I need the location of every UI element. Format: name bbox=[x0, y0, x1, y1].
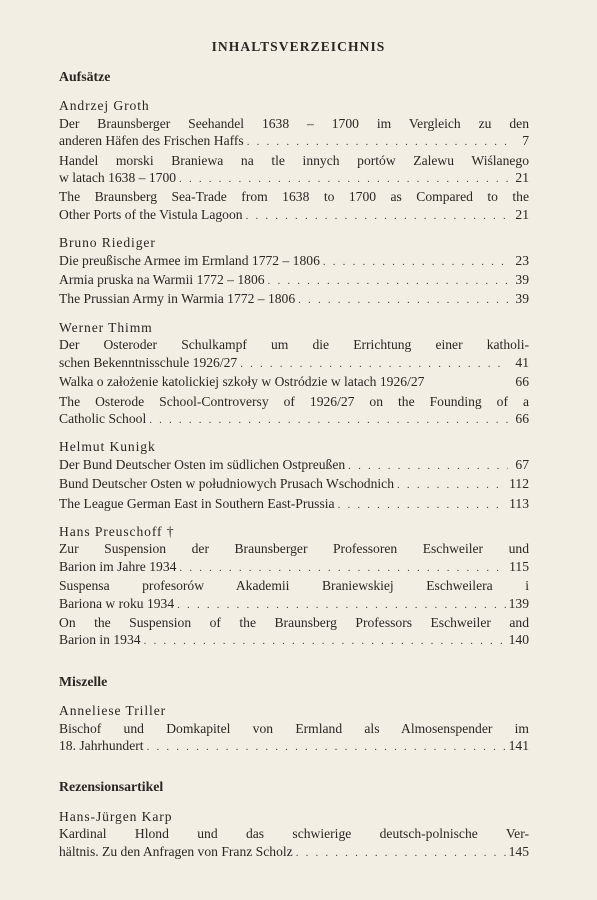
entry-title-line: The Osterode School-Controversy of 1926/27 on the Founding of a bbox=[59, 393, 529, 409]
entry-title-line: anderen Häfen des Frischen Haffs bbox=[59, 133, 244, 149]
entry-last-line bbox=[59, 737, 529, 756]
page-number: 141 bbox=[508, 738, 529, 753]
page-title: INHALTSVERZEICHNIS bbox=[211, 39, 386, 54]
entry-last-line bbox=[59, 206, 529, 225]
entry-last-line bbox=[59, 252, 529, 271]
section-heading: Miszelle bbox=[59, 673, 108, 689]
entry-title-line: hältnis. Zu den Anfragen von Franz Scholz bbox=[59, 843, 293, 859]
entry-last-line bbox=[59, 290, 529, 309]
toc-entry bbox=[59, 115, 529, 152]
author-group bbox=[59, 438, 529, 514]
author-name: Werner Thimm bbox=[59, 319, 153, 335]
entry-title-line: 18. Jahrhundert bbox=[59, 738, 144, 753]
dot-leader bbox=[298, 292, 508, 309]
page-number: 7 bbox=[522, 133, 529, 149]
author-group bbox=[59, 319, 529, 429]
page-number: 66 bbox=[515, 374, 529, 390]
author-name: Andrzej Groth bbox=[59, 98, 150, 114]
toc-entry bbox=[59, 252, 529, 271]
dot-leader bbox=[247, 134, 508, 151]
entry-title-line: Barion im Jahre 1934 bbox=[59, 558, 177, 574]
entry-title-line: Der Bund Deutscher Osten im südlichen Ostpreußen bbox=[59, 456, 346, 472]
page-number: 67 bbox=[515, 456, 529, 472]
entry-last-line bbox=[59, 843, 529, 862]
toc-entry bbox=[59, 373, 529, 392]
toc-entry bbox=[59, 475, 529, 494]
toc-entry bbox=[59, 577, 529, 614]
entry-title-line: Suspensa profesorów Akademii Braniewskiej Eschweilera i bbox=[59, 578, 529, 594]
page-number: 115 bbox=[509, 558, 529, 574]
toc-entry bbox=[59, 152, 529, 189]
entry-last-line bbox=[59, 169, 529, 188]
dot-leader bbox=[338, 497, 507, 514]
toc-entry bbox=[59, 393, 529, 430]
dot-leader bbox=[268, 273, 508, 290]
entry-title-line: Kardinal Hlond und das schwierige deutsch-polnische Ver- bbox=[59, 826, 529, 842]
toc-entry bbox=[59, 720, 529, 757]
entry-title-line: The Braunsberg Sea-Trade from 1638 to 1700 as Compared to the bbox=[59, 189, 529, 205]
page-number: 23 bbox=[515, 252, 529, 268]
page-number: 66 bbox=[515, 410, 529, 426]
dot-leader bbox=[177, 597, 505, 614]
entry-title-line: w latach 1638 – 1700 bbox=[59, 170, 177, 186]
entry-title-line: The League German East in Southern East-Prussia bbox=[59, 495, 335, 511]
entry-last-line bbox=[59, 495, 529, 514]
dot-leader bbox=[348, 458, 508, 475]
entry-title-line: Zur Suspension der Braunsberger Professoren Eschweiler und bbox=[59, 541, 529, 557]
entry-last-line bbox=[59, 595, 529, 614]
entry-last-line bbox=[59, 475, 529, 494]
entry-title-line: Catholic School bbox=[59, 410, 147, 426]
dot-leader bbox=[179, 171, 508, 188]
entry-title-line: Walka o założenie katolickiej szkoły w Ostródzie w latach 1926/27 bbox=[59, 374, 425, 390]
entry-last-line bbox=[59, 354, 529, 373]
dot-leader bbox=[144, 633, 506, 650]
page-number: 39 bbox=[515, 291, 529, 307]
page-number: 139 bbox=[508, 595, 529, 611]
dot-leader bbox=[147, 739, 506, 756]
author-group bbox=[59, 523, 529, 651]
entry-title-line: Die preußische Armee im Ermland 1772 – 1806 bbox=[59, 252, 320, 268]
entry-title-line: Armia pruska na Warmii 1772 – 1806 bbox=[59, 272, 265, 288]
page-number: 113 bbox=[509, 495, 529, 511]
toc-entry bbox=[59, 456, 529, 475]
section-heading: Aufsätze bbox=[59, 69, 111, 84]
dot-leader bbox=[149, 412, 508, 429]
entry-title-line: Der Osteroder Schulkampf um die Errichtung einer katholi- bbox=[59, 337, 529, 353]
dot-leader bbox=[179, 560, 506, 577]
dot-leader bbox=[397, 477, 506, 494]
entry-last-line bbox=[59, 373, 529, 392]
author-group bbox=[59, 97, 529, 225]
entry-title-line: Der Braunsberger Seehandel 1638 – 1700 im Vergleich zu den bbox=[59, 115, 529, 131]
toc-entry bbox=[59, 614, 529, 651]
page-number: 140 bbox=[508, 632, 529, 648]
toc-entry bbox=[59, 825, 529, 862]
entry-title-line: Handel morski Braniewa na tle innych portów Zalewu Wiślanego bbox=[59, 152, 529, 168]
entry-title-line: schen Bekenntnisschule 1926/27 bbox=[59, 354, 238, 370]
entry-last-line bbox=[59, 456, 529, 475]
toc-content bbox=[59, 68, 529, 862]
author-group bbox=[59, 702, 529, 756]
author-name: Bruno Riediger bbox=[59, 235, 156, 251]
entry-title-line: Barion in 1934 bbox=[59, 632, 141, 648]
toc-entry bbox=[59, 336, 529, 373]
entry-title-line: Bund Deutscher Osten w południowych Prusach Wschodnich bbox=[59, 476, 395, 492]
author-name: Hans Preuschoff † bbox=[59, 523, 175, 539]
toc-entry bbox=[59, 188, 529, 225]
author-group bbox=[59, 808, 529, 862]
entry-title-line: Bariona w roku 1934 bbox=[59, 595, 175, 611]
dot-leader bbox=[323, 254, 508, 271]
entry-last-line bbox=[59, 631, 529, 650]
entry-last-line bbox=[59, 410, 529, 429]
entry-title-line: The Prussian Army in Warmia 1772 – 1806 bbox=[59, 291, 296, 307]
entry-last-line bbox=[59, 558, 529, 577]
entry-title-line: Other Ports of the Vistula Lagoon bbox=[59, 206, 243, 222]
page-number: 21 bbox=[515, 170, 529, 186]
page-number: 39 bbox=[515, 272, 529, 288]
entry-last-line bbox=[59, 271, 529, 290]
page-number: 145 bbox=[508, 843, 529, 859]
section-heading: Rezensionsartikel bbox=[59, 779, 164, 795]
author-group bbox=[59, 234, 529, 310]
entry-title-line: Bischof und Domkapitel von Ermland als Almosenspender im bbox=[59, 720, 529, 736]
toc-entry bbox=[59, 495, 529, 514]
dot-leader bbox=[296, 845, 506, 862]
page-number: 41 bbox=[515, 354, 529, 370]
entry-last-line bbox=[59, 132, 529, 151]
toc-entry bbox=[59, 290, 529, 309]
author-name: Anneliese Triller bbox=[59, 703, 167, 719]
author-name: Hans-Jürgen Karp bbox=[59, 808, 173, 824]
entry-title-line: On the Suspension of the Braunsberg Professors Eschweiler and bbox=[59, 614, 529, 630]
toc-entry bbox=[59, 540, 529, 577]
toc-entry bbox=[59, 271, 529, 290]
author-name: Helmut Kunigk bbox=[59, 439, 156, 455]
page-number: 112 bbox=[509, 476, 529, 492]
dot-leader bbox=[240, 356, 508, 373]
dot-leader bbox=[246, 208, 508, 225]
page-number: 21 bbox=[515, 206, 529, 222]
